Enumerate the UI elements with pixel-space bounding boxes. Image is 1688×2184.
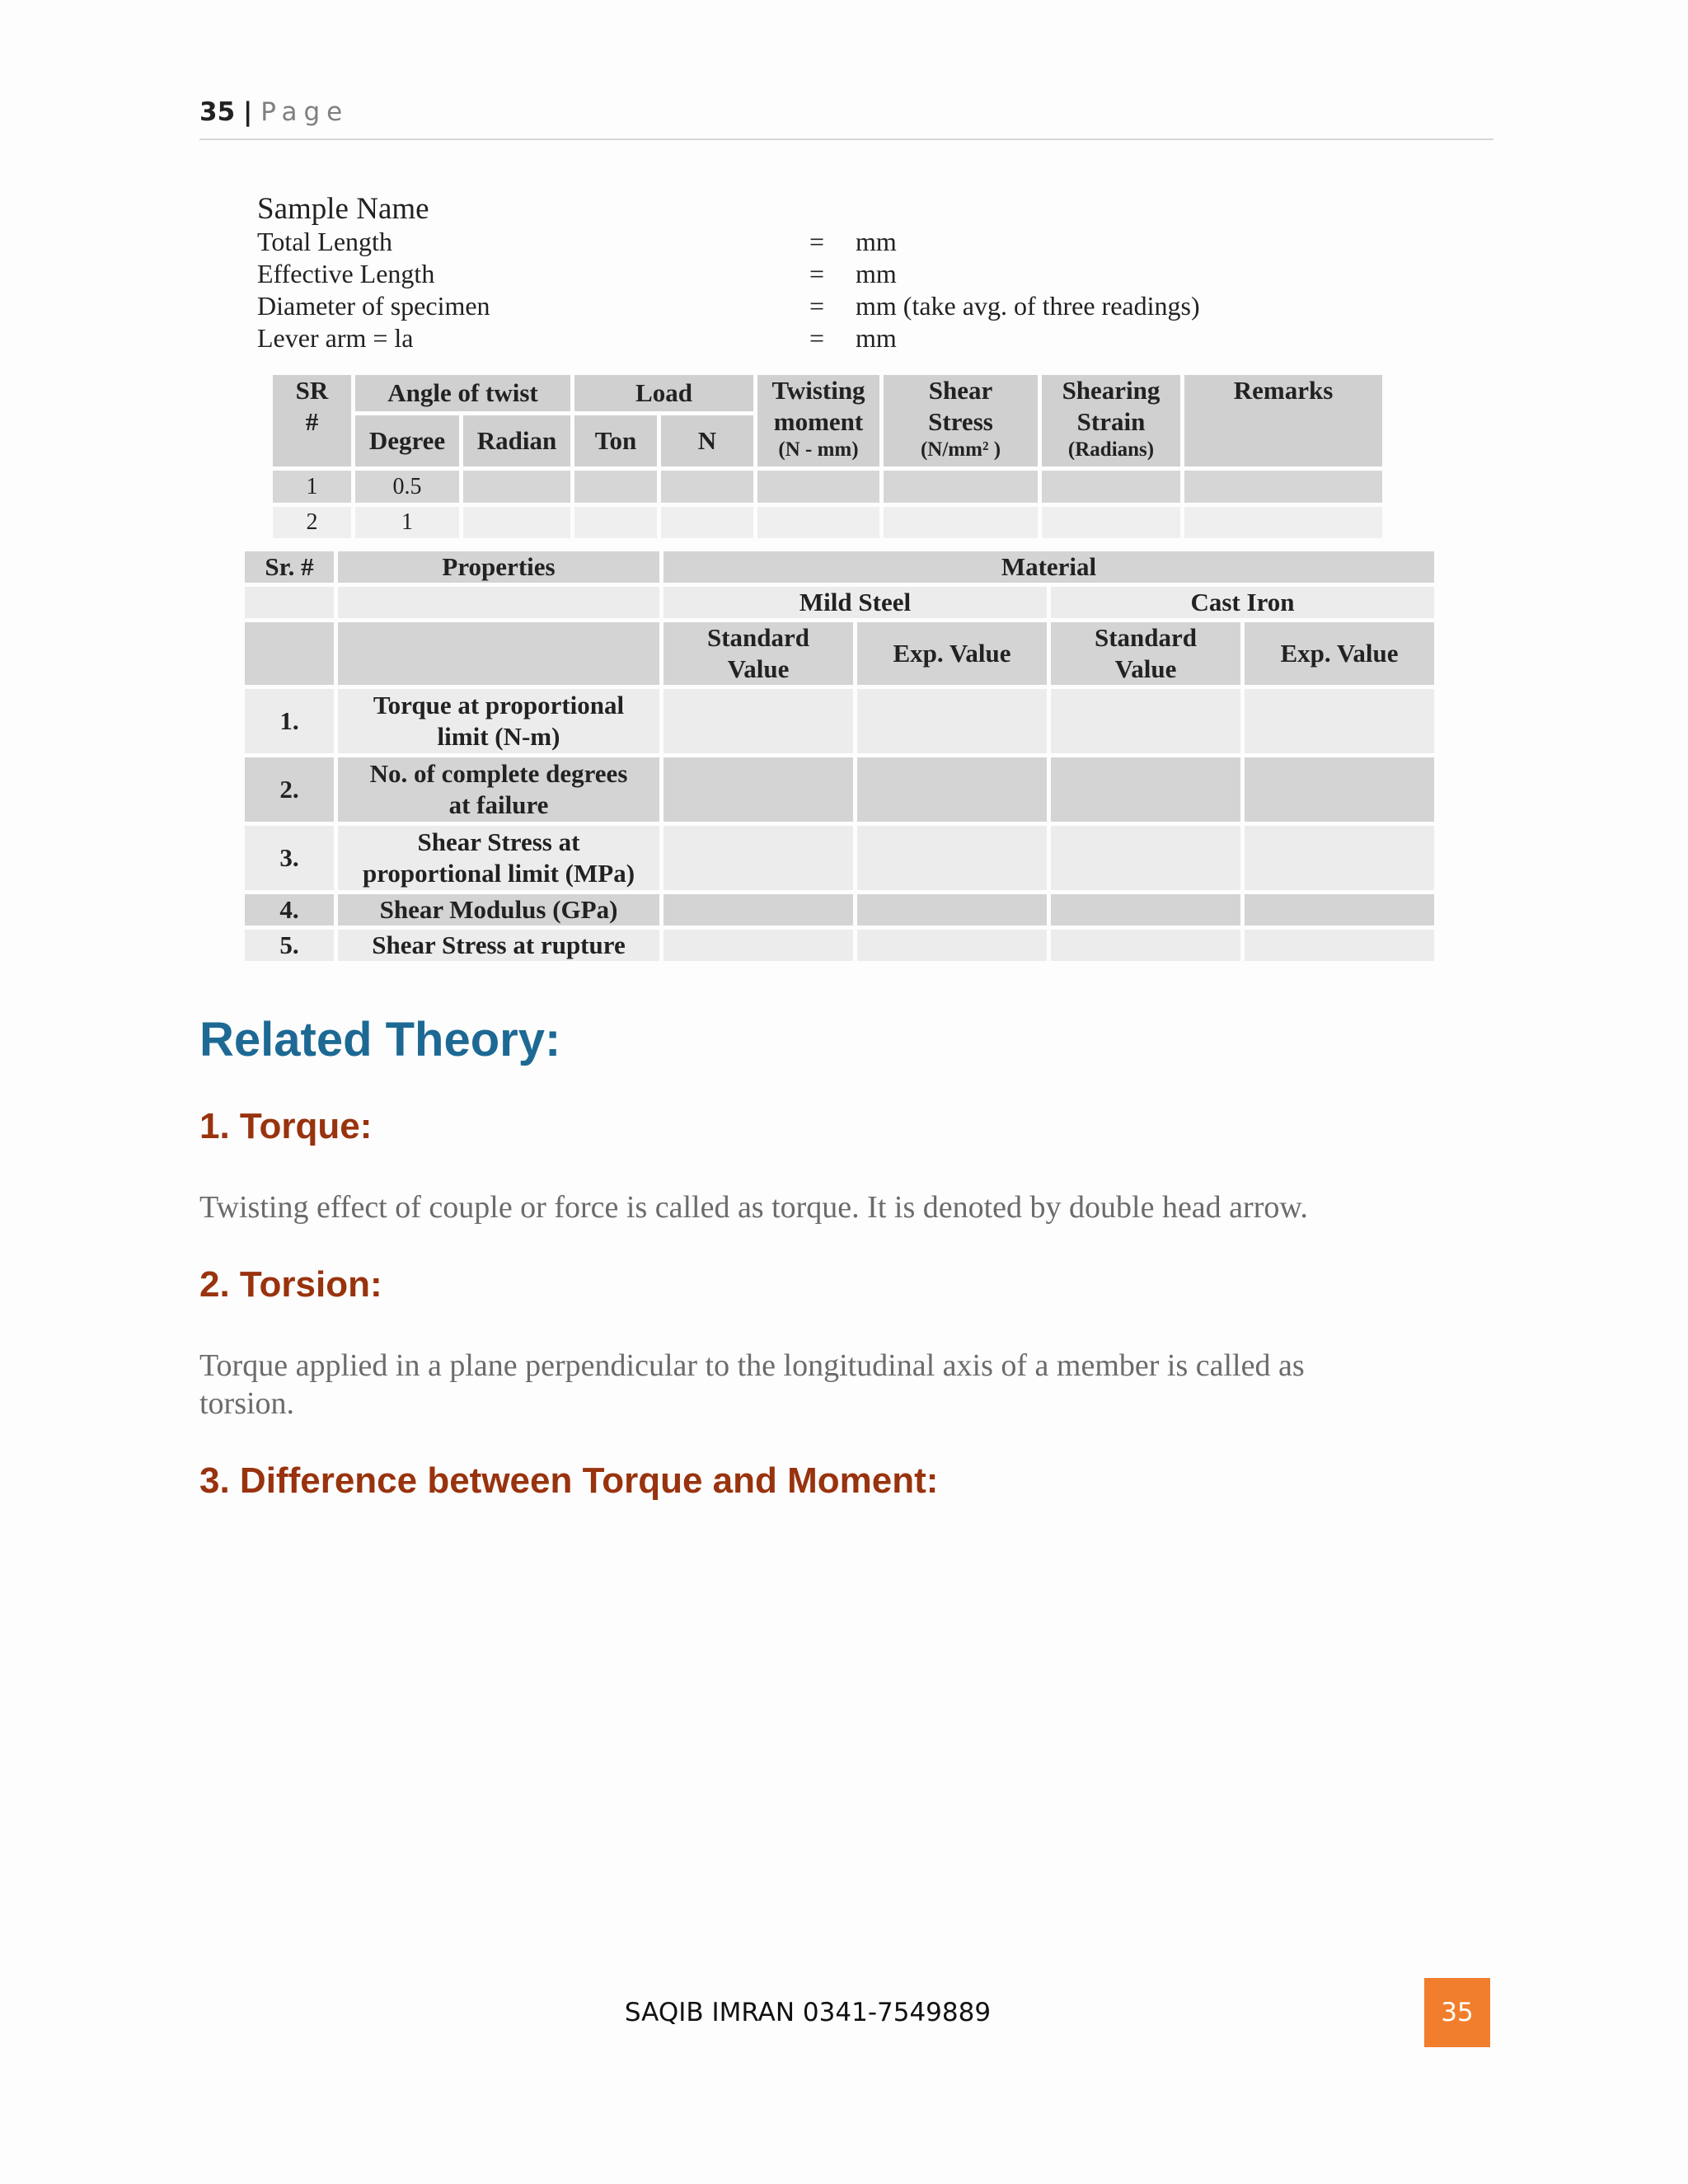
cell-sr: 2 xyxy=(273,507,351,538)
value-label: Value xyxy=(1114,654,1177,683)
table-row xyxy=(245,894,1434,926)
col-cast-standard-value xyxy=(1051,622,1240,685)
col-load: Load xyxy=(574,375,753,411)
header-page-label: Page xyxy=(260,97,349,127)
col-stress-unit: (N/mm² ) xyxy=(920,438,1001,461)
col-n: N xyxy=(661,415,753,466)
cell-empty xyxy=(663,757,853,822)
sample-row xyxy=(257,323,897,355)
cell-empty xyxy=(857,894,1047,926)
col-mild-standard-value xyxy=(663,622,853,685)
sample-title: Sample Name xyxy=(257,192,429,226)
cell-empty xyxy=(857,826,1047,890)
related-theory-heading: Related Theory: xyxy=(199,1013,561,1066)
sample-label: Effective Length xyxy=(257,259,435,288)
table-row xyxy=(245,757,1434,822)
header-page-number: 35 xyxy=(199,97,236,127)
cell-empty xyxy=(663,930,853,961)
col-shear-stress xyxy=(884,375,1038,466)
difference-heading: 3. Difference between Torque and Moment: xyxy=(199,1460,939,1501)
cell-empty xyxy=(857,930,1047,961)
cell-empty xyxy=(1245,689,1434,753)
col-twisting-moment xyxy=(757,375,879,466)
sample-value: mm xyxy=(856,323,897,353)
property-line: No. of complete degrees xyxy=(369,759,628,788)
cell-empty xyxy=(663,689,853,753)
torque-heading: 1. Torque: xyxy=(199,1106,373,1146)
cell-empty xyxy=(1245,930,1434,961)
sample-label: Lever arm = la xyxy=(257,323,414,353)
cell-empty xyxy=(245,587,334,618)
cell-empty xyxy=(1051,826,1240,890)
col-sr-label: SR xyxy=(295,376,329,405)
cell-empty xyxy=(1184,507,1382,538)
col-shearing-strain xyxy=(1042,375,1180,466)
equals-sign: = xyxy=(809,323,825,353)
col-shearing-label: Shearing xyxy=(1062,376,1160,405)
results-table xyxy=(241,547,1438,965)
cell-property: Shear Stress at rupture xyxy=(338,930,659,961)
cell-empty xyxy=(661,507,753,538)
cell-empty xyxy=(1184,471,1382,503)
property-line: limit (N-m) xyxy=(437,722,560,751)
cell-row-number: 2. xyxy=(245,757,334,822)
cell-empty xyxy=(663,894,853,926)
table-row xyxy=(245,689,1434,753)
cell-empty xyxy=(463,471,570,503)
col-ton: Ton xyxy=(574,415,657,466)
sample-value: mm xyxy=(856,259,897,288)
cell-empty xyxy=(338,622,659,685)
property-line: Torque at proportional xyxy=(373,691,625,719)
footer-page-number: 35 xyxy=(1424,1978,1490,2047)
cell-empty xyxy=(757,471,879,503)
col-mild-steel: Mild Steel xyxy=(663,587,1047,618)
sample-value: mm (take avg. of three readings) xyxy=(856,291,1200,321)
property-line: at failure xyxy=(448,790,549,819)
sample-value: mm xyxy=(856,227,897,256)
col-mild-exp-value: Exp. Value xyxy=(857,622,1047,685)
cell-sr: 1 xyxy=(273,471,351,503)
cell-row-number: 5. xyxy=(245,930,334,961)
col-moment-label: moment xyxy=(773,407,864,436)
cell-empty xyxy=(1051,894,1240,926)
property-line: Shear Stress at xyxy=(417,827,580,856)
col-remarks: Remarks xyxy=(1184,375,1382,466)
cell-empty xyxy=(1245,826,1434,890)
col-angle-of-twist: Angle of twist xyxy=(355,375,570,411)
cell-property xyxy=(338,826,659,890)
value-label: Value xyxy=(727,654,790,683)
standard-label: Standard xyxy=(1094,623,1198,652)
page-header xyxy=(199,97,1493,140)
table-row xyxy=(273,507,1382,538)
col-cast-exp-value: Exp. Value xyxy=(1245,622,1434,685)
cell-degree: 1 xyxy=(355,507,459,538)
cell-empty xyxy=(663,826,853,890)
cell-empty xyxy=(574,507,657,538)
sample-label: Diameter of specimen xyxy=(257,291,490,321)
col-strain-unit: (Radians) xyxy=(1067,438,1155,461)
cell-empty xyxy=(884,471,1038,503)
col-properties: Properties xyxy=(338,551,659,583)
cell-property xyxy=(338,689,659,753)
cell-property: Shear Modulus (GPa) xyxy=(338,894,659,926)
cell-empty xyxy=(338,587,659,618)
cell-empty xyxy=(1245,757,1434,822)
col-sr-no: Sr. # xyxy=(245,551,334,583)
cell-empty xyxy=(1245,894,1434,926)
cell-empty xyxy=(857,689,1047,753)
sample-info xyxy=(257,191,1200,355)
cell-empty xyxy=(1051,930,1240,961)
table-row xyxy=(273,471,1382,503)
cell-empty xyxy=(574,471,657,503)
torsion-heading: 2. Torsion: xyxy=(199,1264,382,1305)
col-sr-hash: # xyxy=(305,407,319,436)
cell-empty xyxy=(1051,689,1240,753)
cell-empty xyxy=(757,507,879,538)
cell-empty xyxy=(1051,757,1240,822)
property-line: proportional limit (MPa) xyxy=(362,859,635,888)
col-material: Material xyxy=(663,551,1434,583)
cell-empty xyxy=(661,471,753,503)
equals-sign: = xyxy=(809,259,825,288)
col-degree: Degree xyxy=(355,415,459,466)
torque-paragraph: Twisting effect of couple or force is called as torque. It is denoted by double head arrow. xyxy=(199,1190,1308,1225)
cell-property xyxy=(338,757,659,822)
cell-row-number: 4. xyxy=(245,894,334,926)
col-strain-label: Strain xyxy=(1076,407,1146,436)
cell-empty xyxy=(857,757,1047,822)
cell-empty xyxy=(463,507,570,538)
observation-table xyxy=(269,371,1386,542)
col-cast-iron: Cast Iron xyxy=(1051,587,1434,618)
sample-label: Total Length xyxy=(257,227,392,256)
footer-author: SAQIB IMRAN 0341-7549889 xyxy=(624,1998,992,2027)
cell-degree: 0.5 xyxy=(355,471,459,503)
cell-empty xyxy=(884,507,1038,538)
col-stress-label: Stress xyxy=(928,407,993,436)
sample-row xyxy=(257,259,897,291)
cell-empty xyxy=(1042,507,1180,538)
cell-empty xyxy=(1042,471,1180,503)
cell-row-number: 3. xyxy=(245,826,334,890)
col-twisting-unit: (N - mm) xyxy=(778,438,859,461)
equals-sign: = xyxy=(809,291,825,321)
cell-row-number: 1. xyxy=(245,689,334,753)
sample-row xyxy=(257,291,1200,323)
standard-label: Standard xyxy=(706,623,810,652)
cell-empty xyxy=(245,622,334,685)
sample-row xyxy=(257,227,897,259)
col-shear-label: Shear xyxy=(928,376,993,405)
torsion-paragraph: Torque applied in a plane perpendicular to the longitudinal axis of a member is called as torsion. xyxy=(199,1348,1305,1421)
col-twisting-label: Twisting xyxy=(771,376,865,405)
table-row xyxy=(245,930,1434,961)
col-sr xyxy=(273,375,351,466)
header-separator: | xyxy=(243,97,253,127)
table-row xyxy=(245,826,1434,890)
col-radian: Radian xyxy=(463,415,570,466)
equals-sign: = xyxy=(809,227,825,256)
